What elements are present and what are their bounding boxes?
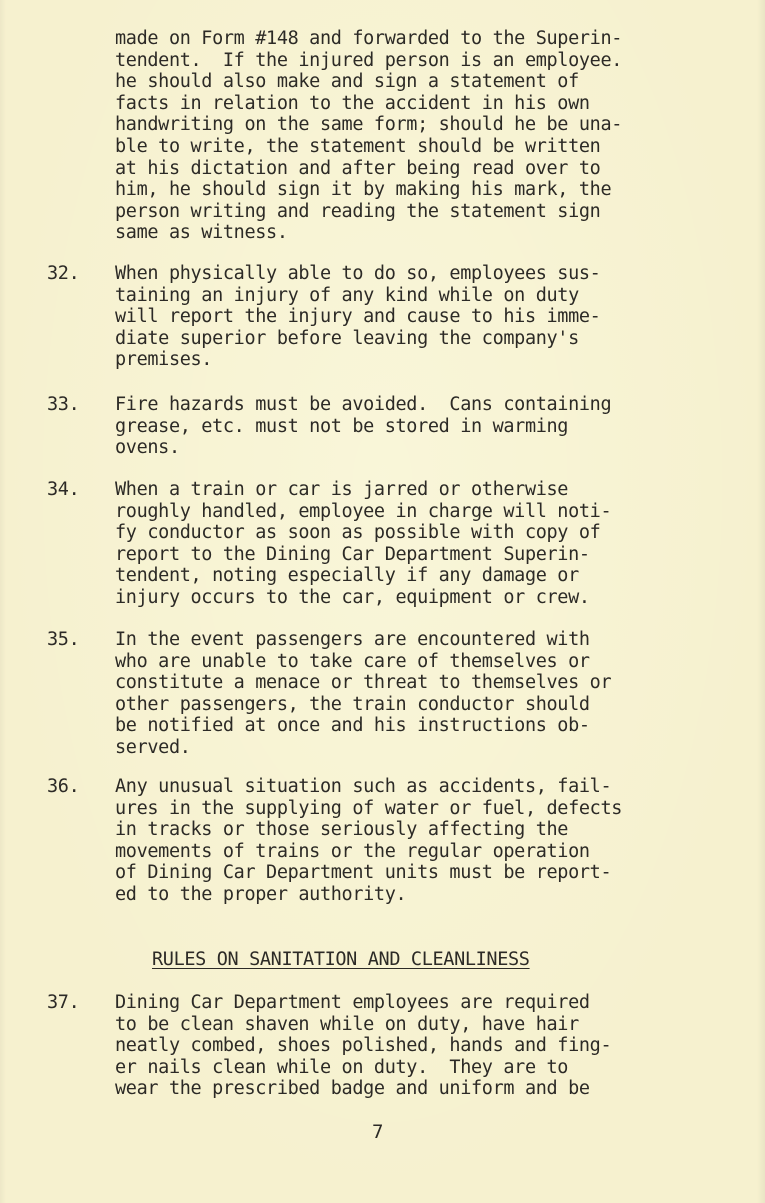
rule-number: 32. xyxy=(47,263,80,284)
page-number: 7 xyxy=(372,1121,384,1143)
rule-number: 37. xyxy=(47,992,80,1013)
continuation-paragraph: made on Form #148 and forwarded to the Superin- tendent. If the injured person is an employee. he should also make and sign a statement of facts in relation to the accident in his own handwriting on the same form; should he be una- ble to write, the statement should be written at his dictation and after being read over to him, he should sign it by making his mark, the person writing and reading the statement sign same as witness. xyxy=(115,28,623,244)
rule-text: Dining Car Department employees are required to be clean shaven while on duty, have hair neatly combed, shoes polished, hands and fing- er nails clean while on duty. They are to wear the prescribed badge and uniform and be xyxy=(115,992,612,1100)
rule-text: Fire hazards must be avoided. Cans containing grease, etc. must not be stored in warming ovens. xyxy=(115,394,612,459)
section-heading: RULES ON SANITATION AND CLEANLINESS xyxy=(152,949,530,970)
rule-text: In the event passengers are encountered with who are unable to take care of themselves or constitute a menace or threat to themselves or other passengers, the train conductor should be notified at once and his instructions ob- served. xyxy=(115,629,612,758)
rule-number: 33. xyxy=(47,394,80,415)
rule-number: 35. xyxy=(47,629,80,650)
rule-text: Any unusual situation such as accidents, fail- ures in the supplying of water or fuel, defects in tracks or those seriously affecting the movements of trains or the regular operation of Dining Car Department units must be report- ed to the proper authority. xyxy=(115,776,623,905)
rule-number: 36. xyxy=(47,776,80,797)
rule-text: When a train or car is jarred or otherwise roughly handled, employee in charge will noti- fy conductor as soon as possible with copy of report to the Dining Car Department Superin- tendent, noting especially if any damage or injury occurs to the car, equipment or crew. xyxy=(115,479,612,608)
rule-number: 34. xyxy=(47,479,80,500)
rule-text: When physically able to do so, employees sus- taining an injury of any kind while on duty will report the injury and cause to his imme- diate superior before leaving the company's premises. xyxy=(115,263,601,371)
